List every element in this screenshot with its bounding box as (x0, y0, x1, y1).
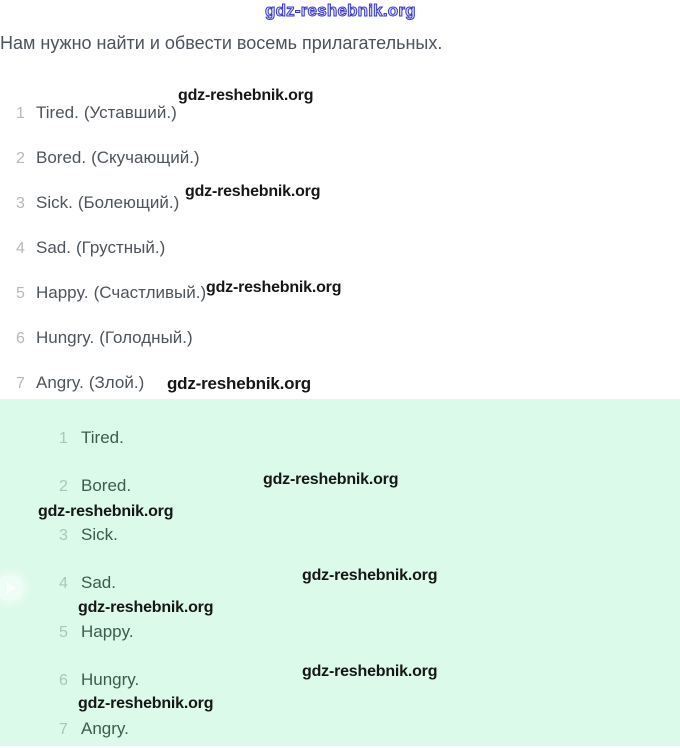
answer-item (59, 719, 129, 740)
item-number: 4 (59, 575, 68, 592)
task-prompt: Нам нужно найти и обвести восемь прилагательных. (0, 33, 443, 53)
task-item (16, 193, 179, 214)
item-word: Angry. (36, 373, 84, 392)
item-number: 4 (16, 240, 25, 257)
watermark: gdz-reshebnik.org (185, 183, 321, 200)
item-translation: (Скучающий.) (91, 148, 200, 167)
item-translation: (Голодный.) (99, 328, 193, 347)
answer-item (59, 622, 134, 643)
task-item (16, 238, 165, 259)
task-item (16, 283, 206, 304)
item-translation: (Болеющий.) (77, 193, 180, 212)
item-word: Tired. (36, 103, 79, 122)
watermark: gdz-reshebnik.org (302, 567, 438, 584)
item-translation: (Уставший.) (83, 103, 177, 122)
item-word: Bored. (81, 476, 132, 495)
item-number: 6 (16, 330, 25, 347)
item-word: Hungry. (36, 328, 95, 347)
answer-item (59, 670, 139, 691)
item-number: 2 (59, 478, 68, 495)
task-item (16, 148, 200, 169)
answer-item (59, 573, 116, 594)
watermark: gdz-reshebnik.org (78, 695, 214, 712)
item-number: 3 (59, 527, 68, 544)
item-number: 1 (59, 430, 68, 447)
item-number: 6 (59, 672, 68, 689)
watermark: gdz-reshebnik.org (178, 87, 314, 104)
item-number: 3 (16, 195, 25, 212)
item-word: Bored. (36, 148, 87, 167)
item-number: 5 (59, 624, 68, 641)
item-word: Sick. (36, 193, 73, 212)
item-word: Happy. (81, 622, 134, 641)
item-word: Angry. (81, 719, 129, 738)
watermark: gdz-reshebnik.org (167, 374, 311, 393)
item-number: 1 (16, 105, 25, 122)
site-watermark-top: gdz-reshebnik.org (265, 1, 416, 20)
answer-item (59, 428, 124, 449)
item-number: 7 (59, 721, 68, 738)
task-item (16, 328, 193, 349)
answer-item (59, 476, 131, 497)
item-word: Sad. (81, 573, 116, 592)
task-item (16, 103, 177, 124)
watermark: gdz-reshebnik.org (302, 663, 438, 680)
item-number: 5 (16, 285, 25, 302)
watermark: gdz-reshebnik.org (78, 599, 214, 616)
item-translation: (Счастливый.) (93, 283, 207, 302)
item-number: 7 (16, 375, 25, 392)
item-word: Sad. (36, 238, 71, 257)
watermark: gdz-reshebnik.org (38, 503, 174, 520)
item-translation: (Грустный.) (75, 238, 166, 257)
item-word: Hungry. (81, 670, 140, 689)
task-item (16, 373, 144, 394)
item-word: Sick. (81, 525, 118, 544)
item-word: Happy. (36, 283, 89, 302)
watermark: gdz-reshebnik.org (206, 279, 342, 296)
item-translation: (Злой.) (88, 373, 145, 392)
play-icon (7, 582, 16, 594)
item-number: 2 (16, 150, 25, 167)
item-word: Tired. (81, 428, 124, 447)
watermark: gdz-reshebnik.org (263, 471, 399, 488)
answer-item (59, 525, 118, 546)
